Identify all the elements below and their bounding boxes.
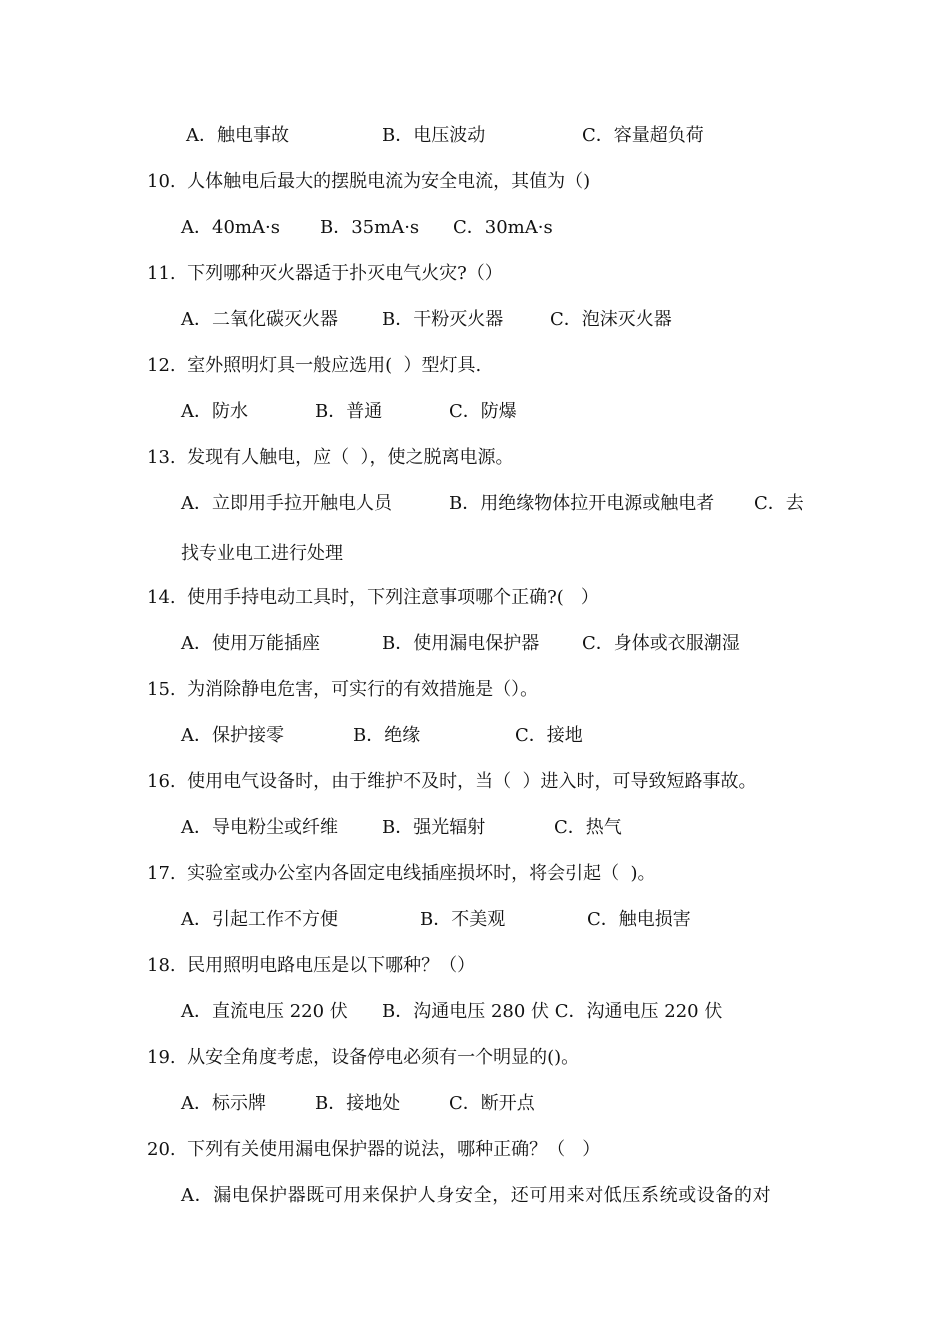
q17-option-b: B．不美观	[420, 909, 506, 930]
q19-option-b: B．接地处	[315, 1093, 401, 1114]
q12-question: 12. 室外照明灯具一般应选用( ）型灯具.	[147, 355, 482, 376]
q9-option-b: B．电压波动	[382, 125, 486, 146]
q14-option-b: B．使用漏电保护器	[382, 633, 540, 654]
q13-option-c-continuation: 找专业电工进行处理	[181, 543, 343, 564]
q14-option-a: A．使用万能插座	[181, 633, 320, 654]
q9-option-c: C．容量超负荷	[582, 125, 704, 146]
q16-option-c: C．热气	[554, 817, 622, 838]
q13-question: 13. 发现有人触电，应（ ），使之脱离电源。	[147, 447, 514, 468]
q18-question: 18. 民用照明电路电压是以下哪种？（）	[147, 955, 476, 976]
q14-question: 14. 使用手持电动工具时，下列注意事项哪个正确?( ）	[147, 587, 599, 608]
q11-option-a: A．二氧化碳灭火器	[181, 309, 338, 330]
q15-option-b: B．绝缘	[353, 725, 421, 746]
q18-option-a: A．直流电压 220 伏	[181, 1001, 348, 1022]
q16-option-b: B．强光辐射	[382, 817, 486, 838]
q18-option-b: B．沟通电压 280 伏 C．沟通电压 220 伏	[382, 1001, 723, 1022]
q13-option-a: A．立即用手拉开触电人员	[181, 493, 392, 514]
q14-option-c: C．身体或衣服潮湿	[582, 633, 740, 654]
q11-question: 11. 下列哪种灭火器适于扑灭电气火灾?（）	[147, 263, 503, 284]
q15-option-a: A．保护接零	[181, 725, 284, 746]
q20-option-a: A．漏电保护器既可用来保护人身安全，还可用来对低压系统或设备的对	[181, 1185, 772, 1206]
q9-option-a: A．触电事故	[186, 125, 289, 146]
q12-option-c: C．防爆	[449, 401, 517, 422]
q17-question: 17. 实验室或办公室内各固定电线插座损坏时，将会引起（ )。	[147, 863, 656, 884]
q15-question: 15. 为消除静电危害，可实行的有效措施是（）。	[147, 679, 539, 700]
q10-option-a: A．40mA·s	[181, 217, 280, 238]
q12-option-a: A．防水	[181, 401, 248, 422]
q10-option-b: B．35mA·s	[320, 217, 420, 238]
q11-option-b: B．干粉灭火器	[382, 309, 504, 330]
q17-option-a: A．引起工作不方便	[181, 909, 338, 930]
q12-option-b: B．普通	[315, 401, 383, 422]
q19-option-a: A．标示牌	[181, 1093, 266, 1114]
q15-option-c: C．接地	[515, 725, 583, 746]
q19-question: 19. 从安全角度考虑，设备停电必须有一个明显的()。	[147, 1047, 580, 1068]
q19-option-c: C．断开点	[449, 1093, 535, 1114]
q20-question: 20. 下列有关使用漏电保护器的说法，哪种正确？（ ）	[147, 1139, 601, 1160]
q13-option-b: B．用绝缘物体拉开电源或触电者	[449, 493, 715, 514]
q10-question: 10. 人体触电后最大的摆脱电流为安全电流，其值为（)	[147, 171, 591, 192]
q13-option-c: C．去	[754, 493, 804, 514]
q11-option-c: C．泡沫灭火器	[550, 309, 672, 330]
q16-option-a: A．导电粉尘或纤维	[181, 817, 338, 838]
q10-option-c: C．30mA·s	[453, 217, 553, 238]
q16-question: 16. 使用电气设备时，由于维护不及时，当（ ）进入时，可导致短路事故。	[147, 771, 757, 792]
q17-option-c: C．触电损害	[587, 909, 691, 930]
